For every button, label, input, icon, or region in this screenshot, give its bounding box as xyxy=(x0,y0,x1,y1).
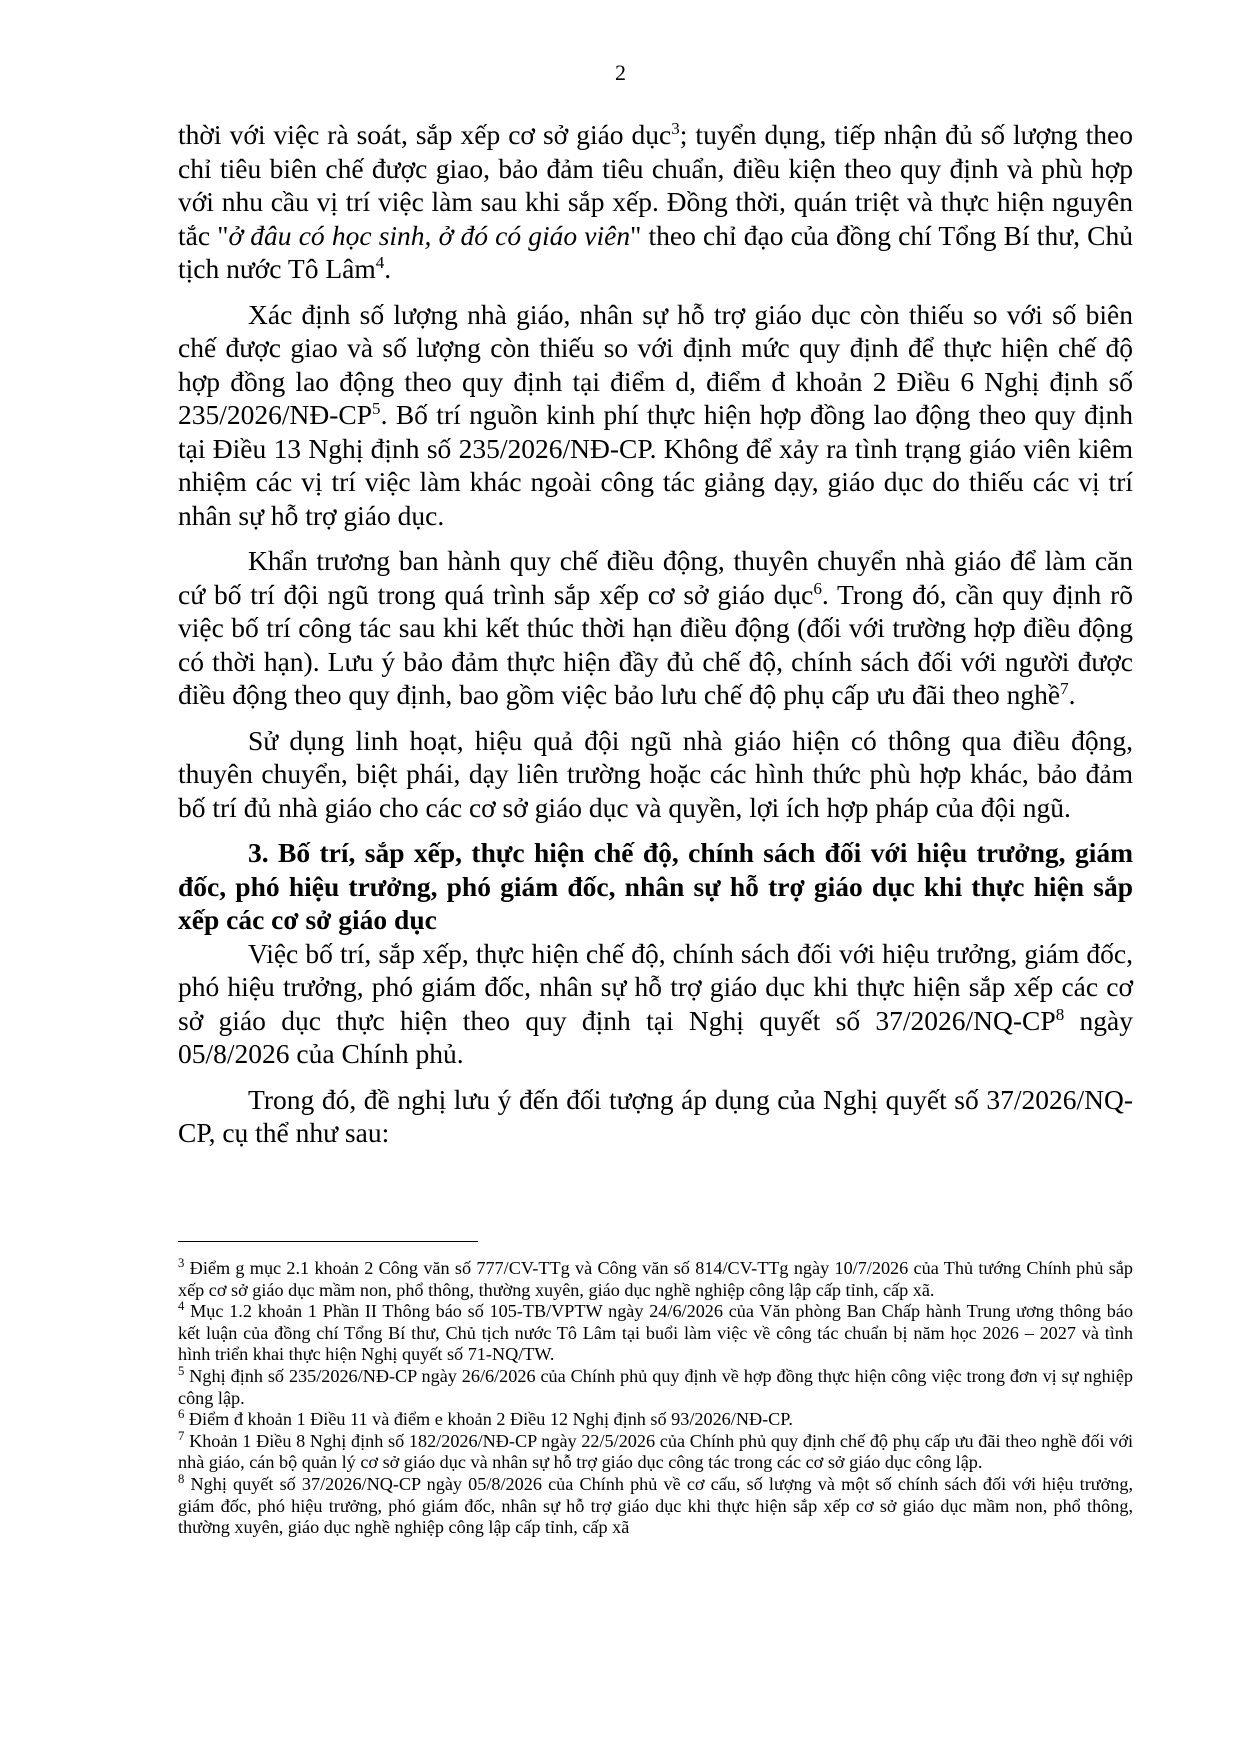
footnote-ref-5: 5 xyxy=(372,398,381,418)
footnote-ref-6: 6 xyxy=(813,578,822,598)
paragraph-continued: thời với việc rà soát, sắp xếp cơ sở giáo dục$^3$; tuyển dụng, tiếp nhận đủ số lượng theo chỉ tiêu biên chế được giao, bảo đảm tiêu chuẩn, điều kiện theo quy định và phù hợp với nhu cầu vị trí việc làm sau khi sắp xếp. Đồng thời, quán triệt và thực hiện nguyên tắc "ở đâu có học sinh, ở đó có giáo viên" theo chỉ đạo của đồng chí Tổng Bí thư, Chủ tịch nước Tô Lâm$^4$. xyxy=(178,118,1133,284)
paragraph-transfer-regulation: Khẩn trương ban hành quy chế điều động, thuyên chuyển nhà giáo để làm căn cứ bố trí đội ngũ trong quá trình sắp xếp cơ sở giáo dục$^6$. Trong đó, cần quy định rõ việc bố trí công tác sau khi kết thúc thời hạn điều động (đối với trường hợp điều động có thời hạn). Lưu ý bảo đảm thực hiện đầy đủ chế độ, chính sách đối với người được điều động theo quy định, bao gồm việc bảo lưu chế độ phụ cấp ưu đãi theo nghề$^7$. xyxy=(178,545,1133,710)
paragraph-arrangement: Việc bố trí, sắp xếp, thực hiện chế độ, chính sách đối với hiệu trưởng, giám đốc, phó hiệu trưởng, phó giám đốc, nhân sự hỗ trợ giáo dục khi thực hiện sắp xếp các cơ sở giáo dục thực hiện theo quy định tại Nghị quyết số $37/2026/NQ-CP^8$ ngày 05/8/2026 của Chính phủ. xyxy=(178,937,1133,1069)
footnote: $^8$ Nghị quyết số 37/2026/NQ-CP ngày 05/8/2026 của Chính phủ về cơ cấu, số lượng và một số chính sách đối với hiệu trưởng, giám đốc, phó hiệu trưởng, phó giám đốc, nhân sự hỗ trợ giáo dục khi thực hiện sắp xếp cơ sở giáo dục mầm non, phổ thông, thường xuyên, giáo dục nghề nghiệp công lập cấp tỉnh, cấp xã xyxy=(178,1471,1133,1538)
footnote: $^7$ Khoản 1 Điều 8 Nghị định số 182/2026/NĐ-CP ngày 22/5/2026 của Chính phủ quy định chế độ phụ cấp ưu đãi theo nghề đối với nhà giáo, cán bộ quản lý cơ sở giáo dục và nhân sự hỗ trợ giáo dục công tác trong các cơ sở giáo dục công lập. xyxy=(178,1428,1133,1473)
footnote: $^4$ Mục 1.2 khoản 1 Phần II Thông báo số 105-TB/VPTW ngày 24/6/2026 của Văn phòng Ban Chấp hành Trung ương thông báo kết luận của đồng chí Tổng Bí thư, Chủ tịch nước Tô Lâm tại buổi làm việc về công tác chuẩn bị năm học 2026 – 2027 và tình hình triển khai thực hiện Nghị quyết số 71-NQ/TW. xyxy=(178,1299,1133,1365)
section-heading-3: 3. Bố trí, sắp xếp, thực hiện chế độ, chính sách đối với hiệu trưởng, giám đốc, phó hiệu trưởng, phó giám đốc, nhân sự hỗ trợ giáo dục khi thực hiện sắp xếp các cơ sở giáo dục xyxy=(178,837,1133,935)
footnotes xyxy=(178,1255,1133,1539)
footnote-ref-7: 7 xyxy=(1060,678,1069,698)
quoted-principle: ở đâu có học sinh, ở đó có giáo viên xyxy=(228,219,631,251)
paragraph-note: Trong đó, đề nghị lưu ý đến đối tượng áp dụng của Nghị quyết số 37/2026/NQ-CP, cụ thể như sau: xyxy=(178,1083,1133,1148)
footnote: $^5$ Nghị định số 235/2026/NĐ-CP ngày 26/6/2026 của Chính phủ quy định về hợp đồng thực hiện công việc trong đơn vị sự nghiệp công lập. xyxy=(178,1363,1133,1408)
paragraph-flexible-use: Sử dụng linh hoạt, hiệu quả đội ngũ nhà giáo hiện có thông qua điều động, thuyên chuyển, biệt phái, dạy liên trường hoặc các hình thức phù hợp khác, bảo đảm bố trí đủ nhà giáo cho các cơ sở giáo dục và quyền, lợi ích hợp pháp của đội ngũ. xyxy=(178,724,1133,823)
footnote: $^3$ Điểm g mục 2.1 khoản 2 Công văn số 777/CV-TTg và Công văn số 814/CV-TTg ngày 10/7/2026 của Thủ tướng Chính phủ sắp xếp cơ sở giáo dục mầm non, phổ thông, thường xuyên, giáo dục nghề nghiệp công lập cấp tỉnh, cấp xã. xyxy=(178,1255,1133,1300)
document-body xyxy=(178,118,1133,1150)
paragraph-staffing-shortage: Xác định số lượng nhà giáo, nhân sự hỗ trợ giáo dục còn thiếu so với số biên chế được giao và số lượng còn thiếu so với định mức quy định để thực hiện chế độ hợp đồng lao động theo quy định tại điểm d, điểm đ khoản 2 Điều 6 Nghị định số $235/2026/NĐ-CP^5$. Bố trí nguồn kinh phí thực hiện hợp đồng lao động theo quy định tại Điều 13 Nghị định số 235/2026/NĐ-CP. Không để xảy ra tình trạng giáo viên kiêm nhiệm các vị trí việc làm khác ngoài công tác giảng dạy, giáo dục do thiếu các vị trí nhân sự hỗ trợ giáo dục. xyxy=(178,298,1133,531)
footnote: $^6$ Điểm đ khoản 1 Điều 11 và điểm e khoản 2 Điều 12 Nghị định số 93/2026/NĐ-CP. xyxy=(178,1407,793,1430)
footnote-ref-8: 8 xyxy=(1055,1004,1065,1024)
footnote-ref-4: 4 xyxy=(375,252,385,272)
footnote-ref-3: 3 xyxy=(671,118,680,138)
footnote-separator xyxy=(178,1241,478,1242)
page-number: 2 xyxy=(615,60,626,85)
